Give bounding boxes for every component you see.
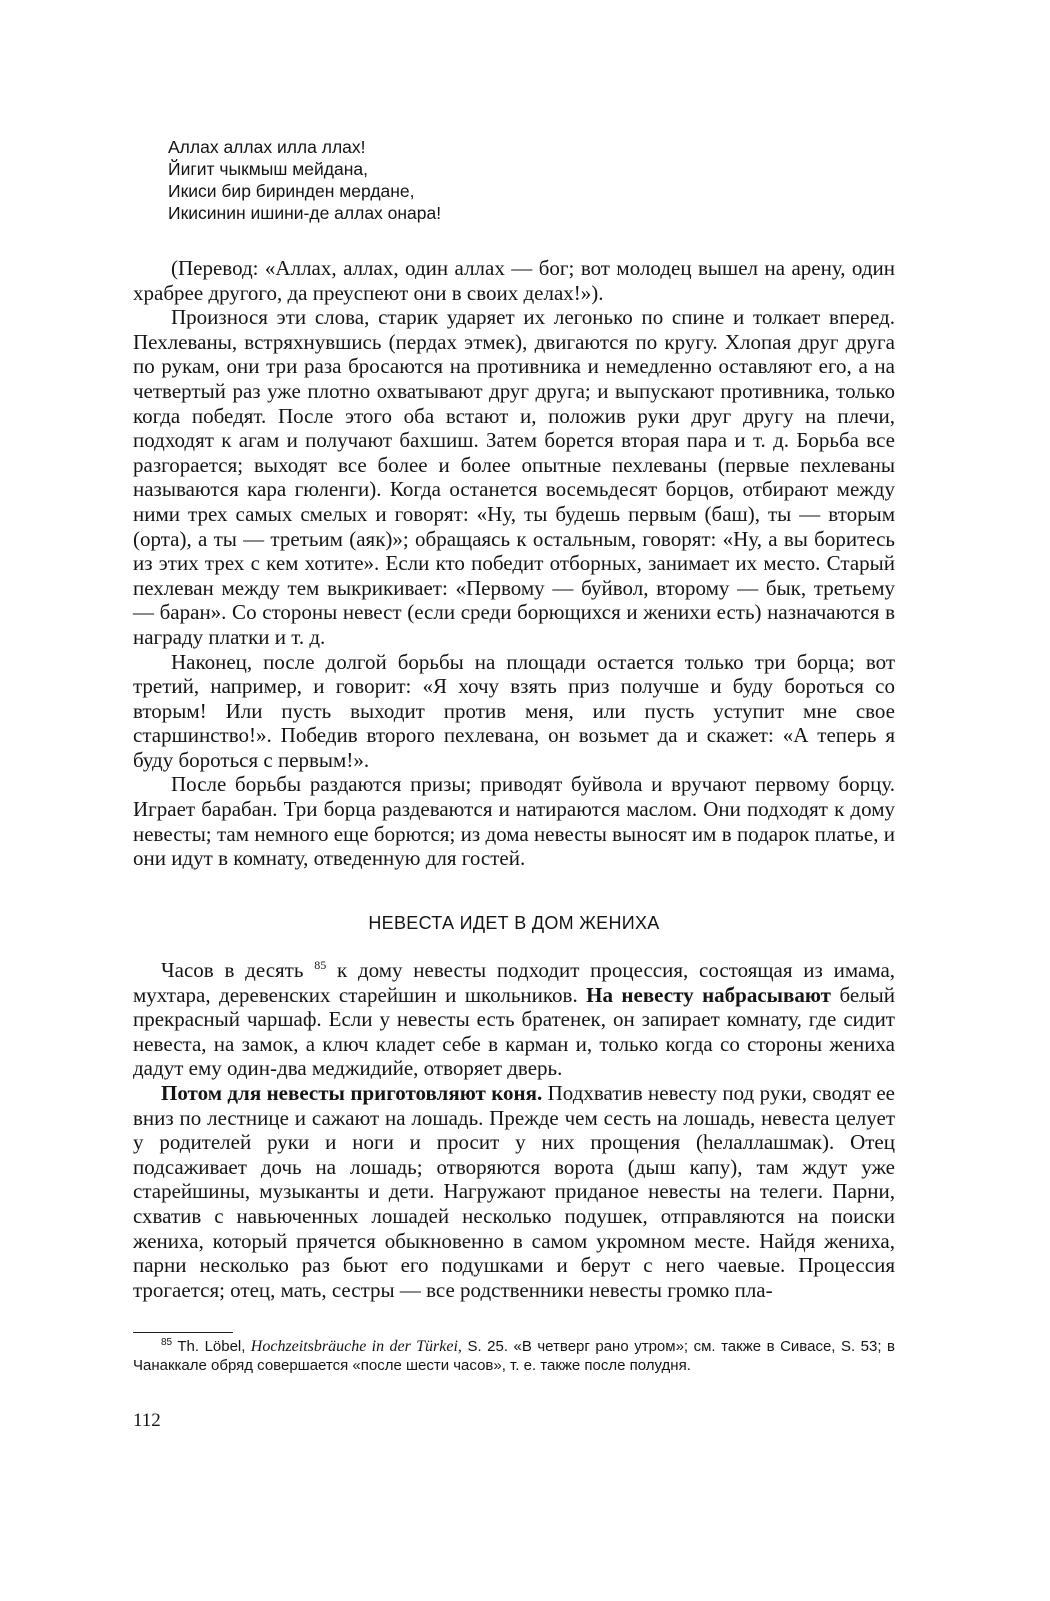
page-number: 112 [133, 1410, 161, 1431]
section-heading: НЕВЕСТА ИДЕТ В ДОМ ЖЕНИХА [368, 913, 660, 933]
text-run: белый прекрасный чаршаф. Если у невесты есть братенек, он запирает комнату, где сидит невеста, на замок, а ключ кладет себе в карман и, только когда со стороны жениха дадут ему один-два меджидийе, отворяет дверь. [133, 982, 895, 1081]
footnote-author: Th. Löbel, [172, 1338, 246, 1355]
text-run: Часов в десять [161, 958, 304, 982]
poem-line: Йигит чыкмыш мейдана, [168, 159, 368, 179]
poem-line: Икисинин ишини-де аллах онара! [168, 203, 442, 223]
footnote [133, 1338, 895, 1375]
text-run: Подхватив невесту под руки, сводят ее вниз по лестнице и сажают на лошадь. Прежде чем сесть на лошадь, невеста целует у родителей руки и ноги и просит у них прощения (һелаллашмак). Отец подсаживает дочь на лошадь; отворяются ворота (дыш капу), там ждут уже старейшины, музыканты и дети. Нагружают приданое невесты на телеги. Парни, схватив с навьюченных лошадей несколько подушек, отправляются на поиски жениха, который прячется обыкновенно в самом укромном месте. Найдя жениха, парни несколько раз бьют его подушками и берут с него чаевые. Процессия трогается; отец, мать, сестры — все родственники невесты громко пла- [133, 1080, 895, 1302]
paragraph [133, 958, 895, 1081]
text-run: к дому невесты подходит процессия, состоящая из имама, мухтара, деревенских старейшин и школьников. [133, 958, 896, 1007]
paragraph-translation: (Перевод: «Аллах, аллах, один аллах — бог; вот молодец вышел на арену, один храбрее другого, да преуспеют они в своих делах!»). [133, 256, 895, 305]
paragraph [133, 1081, 895, 1302]
main-text [133, 256, 895, 871]
footnote-text: S. 25. «В четверг рано утром»; см. также в Сивасе, S. 53; в Чанаккале обряд совершается «после шести часов», т. е. также после полудня. [133, 1338, 895, 1374]
poem-block [168, 136, 768, 224]
poem-line: Аллах аллах илла ллах! [168, 137, 366, 157]
text-run-bold: Потом для невесты приготовляют коня. [161, 1080, 543, 1105]
footnote-title: Hochzeitsbräuche in der Türkei, [245, 1338, 462, 1355]
text-run-bold: На невесту набрасывают [577, 982, 831, 1007]
footnote-reference[interactable]: 85 [314, 958, 327, 972]
paragraph: Произнося эти слова, старик ударяет их легонько по спине и толкает вперед. Пехлеваны, встряхнувшись (пердах этмек), двигаются по кругу. Хлопая друг друга по рукам, они три раза бросаются на противника и немедленно оставляют его, а на четвертый раз уже плотно охватывают друг друга; и выпускают противника, только когда победят. После этого оба встают и, положив руки друг другу на плечи, подходят к агам и получают бахшиш. Затем борется вторая пара и т. д. Борьба все разгорается; выходят все более и более опытные пехлеваны (первые пехлеваны называются кара гюленги). Когда останется восемьдесят борцов, отбирают между ними трех самых смелых и говорят: «Ну, ты будешь первым (баш), ты — вторым (орта), а ты — третьим (аяк)»; обращаясь к остальным, говорят: «Ну, а вы боритесь из этих трех с кем хотите». Если кто победит отборных, занимает их место. Старый пехлеван между тем выкрикивает: «Первому — буйвол, второму — бык, третьему — баран». Со стороны невест (если среди борющихся и женихи есть) назначаются в награду платки и т. д. [133, 305, 895, 649]
section-text [133, 958, 895, 1302]
paragraph: После борьбы раздаются призы; приводят буйвола и вручают первому борцу. Играет барабан. Три борца раздеваются и натираются маслом. Они подходят к дому невесты; там немного еще борются; из дома невесты выносят им в подарок платье, и они идут в комнату, отведенную для гостей. [133, 772, 895, 871]
footnote-divider [133, 1332, 233, 1333]
footnote-number: 85 [161, 1337, 173, 1348]
poem-line: Икиси бир биринден мердане, [168, 181, 415, 201]
paragraph: Наконец, после долгой борьбы на площади остается только три борца; вот третий, например, и говорит: «Я хочу взять приз получше и буду бороться со вторым! Или пусть выходит против меня, или пусть уступит мне свое старшинство!». Победив второго пехлевана, он возьмет да и скажет: «А теперь я буду бороться с первым!». [133, 649, 895, 772]
